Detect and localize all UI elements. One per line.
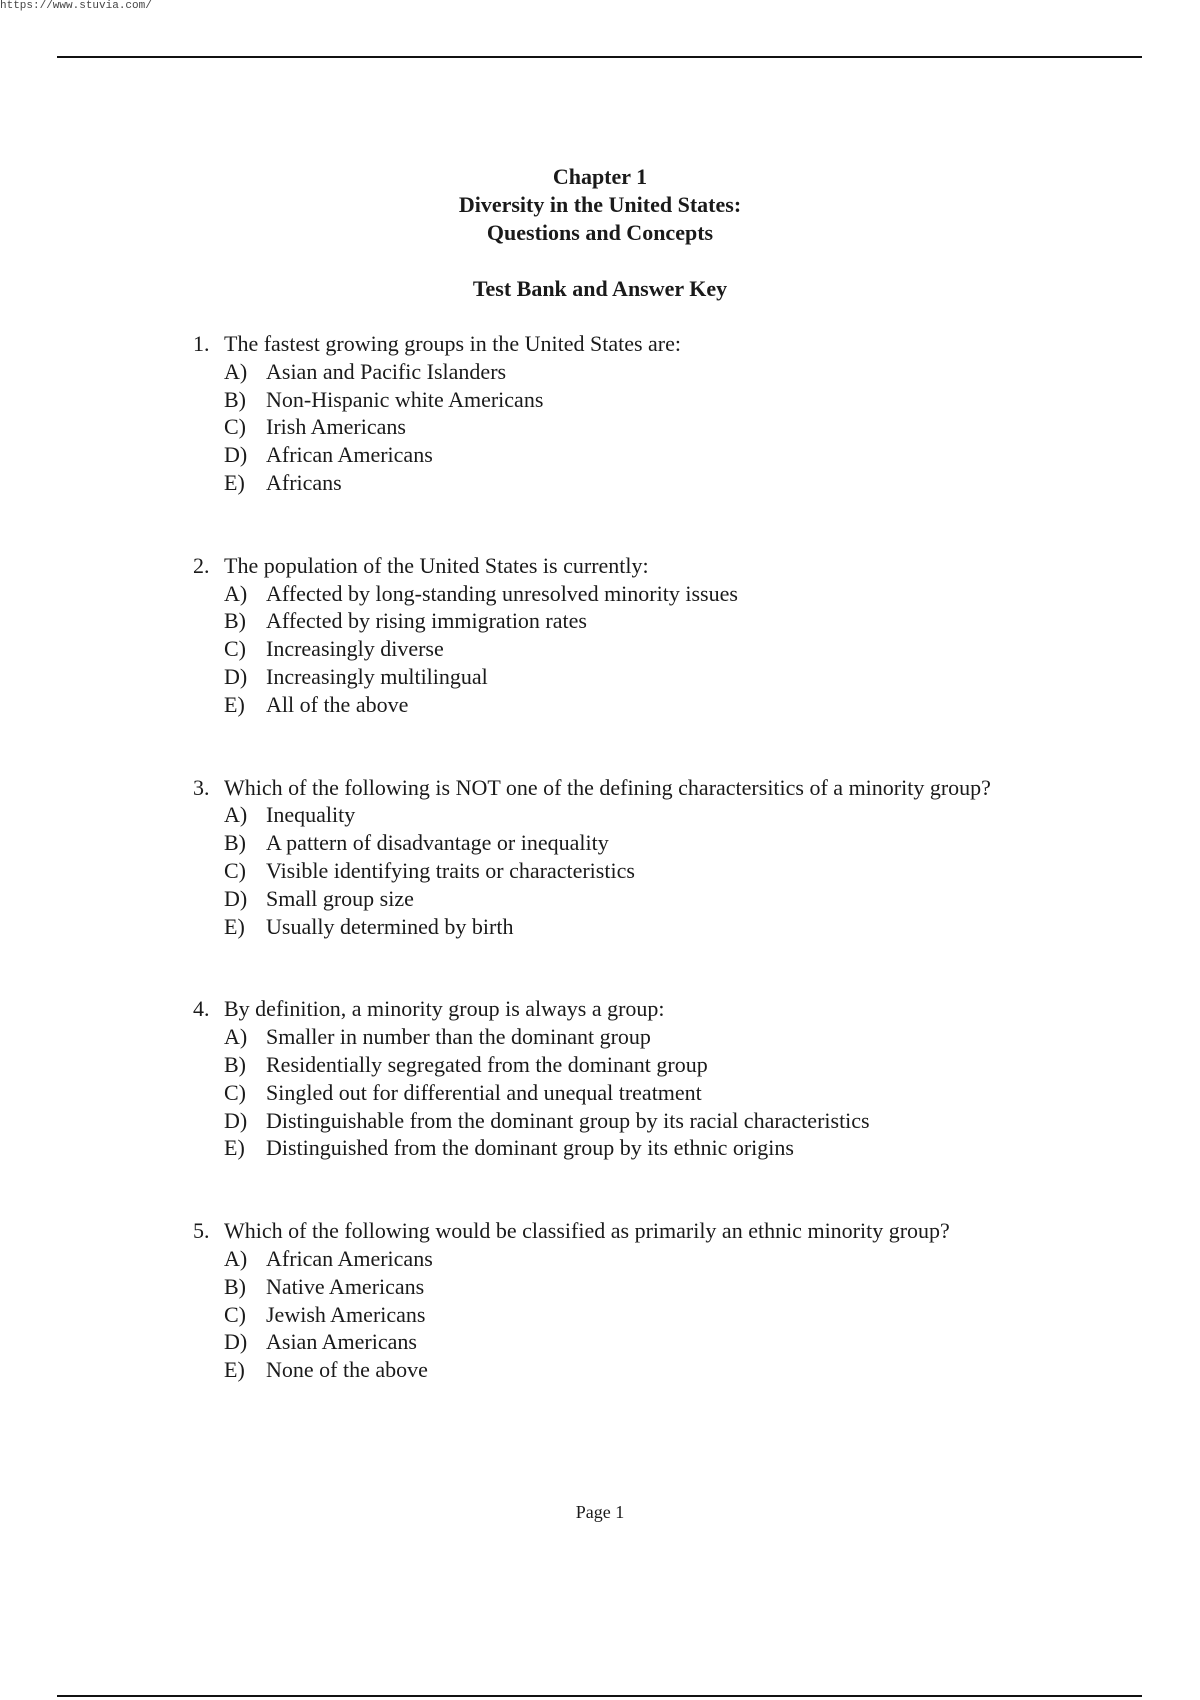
answer-option bbox=[224, 857, 1093, 885]
chapter-heading: Chapter 1 bbox=[552, 164, 648, 189]
option-letter: D) bbox=[224, 1329, 248, 1355]
option-letter: D) bbox=[224, 885, 248, 911]
option-letter: C) bbox=[224, 857, 246, 883]
question-stem bbox=[193, 330, 1093, 358]
option-letter: C) bbox=[224, 636, 246, 662]
question-number: 1. bbox=[193, 331, 210, 356]
question-item bbox=[193, 1217, 1093, 1384]
answer-option bbox=[224, 580, 1093, 608]
question-list bbox=[193, 330, 1093, 1439]
option-text: Residentially segregated from the dominant group bbox=[266, 1051, 708, 1077]
option-text: Small group size bbox=[266, 885, 414, 911]
option-text: None of the above bbox=[266, 1357, 428, 1383]
question-item bbox=[193, 774, 1093, 941]
answer-option bbox=[224, 691, 1093, 719]
page-number: Page 1 bbox=[575, 1502, 625, 1522]
question-stem bbox=[193, 552, 1093, 580]
answer-option bbox=[224, 829, 1093, 857]
option-letter: E) bbox=[224, 1357, 245, 1383]
source-url: https://www.stuvia.com/ bbox=[0, 0, 152, 12]
top-divider bbox=[57, 56, 1142, 58]
option-letter: D) bbox=[224, 1107, 248, 1133]
answer-option bbox=[224, 469, 1093, 497]
answer-option bbox=[224, 1051, 1093, 1079]
option-text: Visible identifying traits or characteristics bbox=[266, 857, 635, 883]
option-text: Non-Hispanic white Americans bbox=[266, 386, 544, 412]
answer-options bbox=[193, 1245, 1093, 1384]
option-letter: A) bbox=[224, 802, 248, 828]
answer-option bbox=[224, 1023, 1093, 1051]
option-text: Affected by long-standing unresolved minority issues bbox=[266, 580, 738, 606]
option-letter: A) bbox=[224, 580, 248, 606]
question-item bbox=[193, 330, 1093, 497]
answer-options bbox=[193, 358, 1093, 497]
option-letter: A) bbox=[224, 1245, 248, 1271]
question-text: The population of the United States is currently: bbox=[224, 552, 649, 578]
option-text: Affected by rising immigration rates bbox=[266, 608, 587, 634]
answer-option bbox=[224, 1107, 1093, 1135]
question-number: 4. bbox=[193, 996, 210, 1022]
option-letter: B) bbox=[224, 1051, 246, 1077]
option-letter: C) bbox=[224, 414, 246, 440]
question-item bbox=[193, 552, 1093, 719]
answer-option bbox=[224, 913, 1093, 941]
answer-options bbox=[193, 580, 1093, 719]
chapter-title-line-2: Questions and Concepts bbox=[486, 220, 714, 245]
answer-option bbox=[224, 413, 1093, 441]
option-text: Irish Americans bbox=[266, 414, 406, 440]
bottom-divider bbox=[57, 1695, 1142, 1697]
option-text: Africans bbox=[266, 469, 342, 495]
option-text: Asian and Pacific Islanders bbox=[266, 358, 507, 384]
answer-option bbox=[224, 441, 1093, 469]
option-letter: D) bbox=[224, 442, 248, 468]
answer-option bbox=[224, 635, 1093, 663]
question-text: Which of the following would be classified as primarily an ethnic minority group? bbox=[224, 1218, 950, 1244]
option-text: Singled out for differential and unequal treatment bbox=[266, 1079, 702, 1105]
option-text: Distinguishable from the dominant group by its racial characteristics bbox=[266, 1107, 870, 1133]
answer-option bbox=[224, 607, 1093, 635]
document-subtitle: Test Bank and Answer Key bbox=[472, 276, 728, 301]
option-text: Jewish Americans bbox=[266, 1301, 426, 1327]
question-text: The fastest growing groups in the United States are: bbox=[224, 331, 682, 356]
question-item bbox=[193, 995, 1093, 1162]
answer-options bbox=[193, 1023, 1093, 1162]
option-text: African Americans bbox=[266, 442, 433, 468]
question-stem bbox=[193, 995, 1093, 1023]
answer-option bbox=[224, 1245, 1093, 1273]
answer-option bbox=[224, 1273, 1093, 1301]
answer-option bbox=[224, 386, 1093, 414]
answer-option bbox=[224, 1356, 1093, 1384]
option-text: Usually determined by birth bbox=[266, 913, 514, 939]
option-text: Smaller in number than the dominant group bbox=[266, 1024, 651, 1050]
question-text: By definition, a minority group is always a group: bbox=[224, 996, 665, 1022]
question-stem bbox=[193, 1217, 1093, 1245]
option-letter: B) bbox=[224, 608, 246, 634]
option-letter: C) bbox=[224, 1079, 246, 1105]
question-number: 2. bbox=[193, 552, 210, 578]
question-number: 5. bbox=[193, 1218, 210, 1244]
chapter-title-line-1: Diversity in the United States: bbox=[458, 192, 742, 217]
answer-option bbox=[224, 1328, 1093, 1356]
option-text: A pattern of disadvantage or inequality bbox=[266, 830, 609, 856]
option-text: Inequality bbox=[266, 802, 356, 828]
option-letter: B) bbox=[224, 1273, 246, 1299]
question-number: 3. bbox=[193, 774, 210, 800]
option-letter: C) bbox=[224, 1301, 246, 1327]
answer-option bbox=[224, 663, 1093, 691]
document-header bbox=[0, 163, 1200, 303]
option-letter: B) bbox=[224, 830, 246, 856]
option-text: Native Americans bbox=[266, 1273, 425, 1299]
option-letter: D) bbox=[224, 663, 248, 689]
answer-option bbox=[224, 1134, 1093, 1162]
option-text: Distinguished from the dominant group by its ethnic origins bbox=[266, 1135, 794, 1161]
option-letter: B) bbox=[224, 386, 246, 412]
option-letter: E) bbox=[224, 913, 245, 939]
answer-option bbox=[224, 1079, 1093, 1107]
option-letter: E) bbox=[224, 1135, 245, 1161]
option-text: Asian Americans bbox=[266, 1329, 417, 1355]
option-letter: A) bbox=[224, 1024, 248, 1050]
option-text: African Americans bbox=[266, 1245, 433, 1271]
option-letter: A) bbox=[224, 358, 248, 384]
answer-option bbox=[224, 358, 1093, 386]
answer-option bbox=[224, 1301, 1093, 1329]
question-stem bbox=[193, 774, 1093, 802]
option-text: Increasingly diverse bbox=[266, 636, 444, 662]
option-text: Increasingly multilingual bbox=[266, 663, 488, 689]
answer-options bbox=[193, 801, 1093, 940]
answer-option bbox=[224, 885, 1093, 913]
option-letter: E) bbox=[224, 469, 245, 495]
option-letter: E) bbox=[224, 691, 245, 717]
answer-option bbox=[224, 801, 1093, 829]
option-text: All of the above bbox=[266, 691, 409, 717]
question-text: Which of the following is NOT one of the defining charactersitics of a minority group? bbox=[224, 774, 991, 800]
